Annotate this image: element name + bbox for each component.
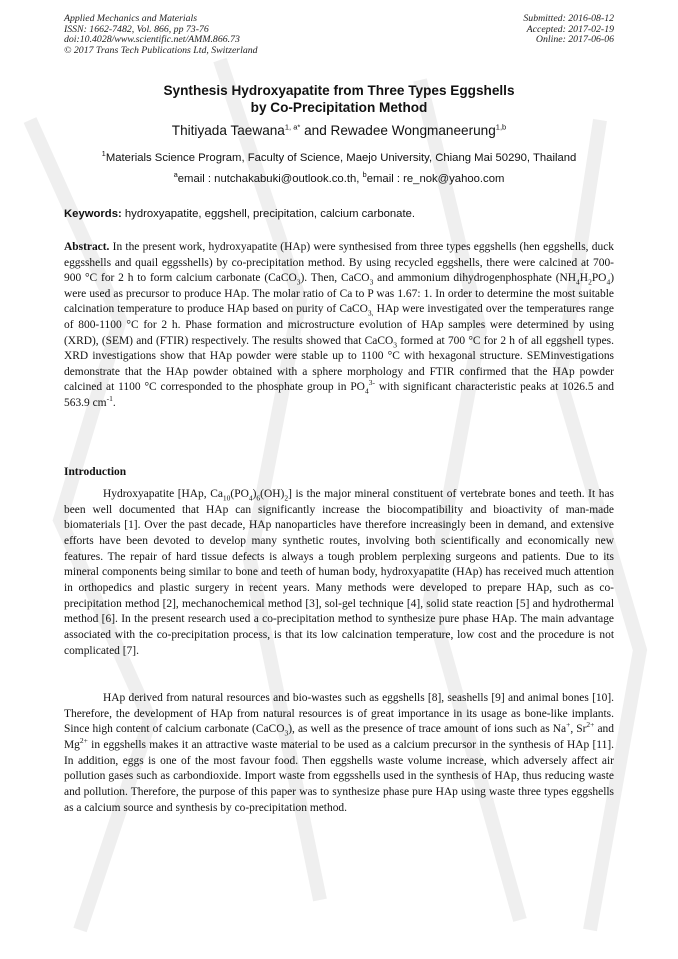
abstract-text: ) were used as precursor to produce HAp. The molar ratio of Ca to P was 1.67: 1. In order to determine the most suitable calcination temperature to produce HAp based on purity of CaCO xyxy=(64,272,614,316)
subscript: 3, xyxy=(367,308,374,318)
issn-line: ISSN: 1662-7482, Vol. 866, pp 73-76 xyxy=(64,23,209,35)
email-a: email : nutchakabuki@outlook.co.th, xyxy=(177,173,363,185)
journal-info xyxy=(64,14,258,56)
keywords-text: hydroxyapatite, eggshell, precipitation, calcium carbonate. xyxy=(121,208,416,220)
online-date: Online: 2017-06-06 xyxy=(535,34,614,46)
author-2: Rewadee Wongmaneerung xyxy=(330,123,496,138)
abstract-label: Abstract. xyxy=(64,241,110,253)
intro-paragraph-2 xyxy=(64,691,614,816)
abstract-text: H xyxy=(579,272,589,285)
paragraph-text: and Mg xyxy=(64,723,614,751)
superscript: -1 xyxy=(106,394,113,404)
subscript: 3 xyxy=(284,728,289,738)
superscript: + xyxy=(566,720,571,730)
affiliation xyxy=(40,151,638,165)
intro-paragraph-1 xyxy=(64,487,614,659)
affil-text: Materials Science Program, Faculty of Science, Maejo University, Chiang Mai 50290, Thailand xyxy=(105,152,577,164)
paragraph-text: ), as well as the presence of trace amount of ions such as Na xyxy=(288,723,567,736)
author-emails xyxy=(64,172,614,186)
copyright-line: © 2017 Trans Tech Publications Ltd, Switzerland xyxy=(64,44,258,56)
subscript: 4 xyxy=(576,277,580,287)
subscript: 4 xyxy=(248,493,253,503)
author-2-affil: 1,b xyxy=(495,122,507,132)
abstract-text: HAp were investigated over the temperatures range of 800-1100 °C for 2 h. Phase formation and microstructure evolution of HAp samples were determined by using (XRD), (SEM) and (FTIR) respectively. The results showed that CaCO xyxy=(64,303,614,347)
paper-title xyxy=(64,82,614,116)
subscript: 3 xyxy=(369,277,374,287)
author-1: Thitiyada Taewana xyxy=(171,123,285,138)
affil-marker: 1 xyxy=(101,149,106,159)
subscript: 3 xyxy=(393,339,397,349)
paragraph-text: HAp derived from natural resources and bio-wastes such as eggshells [8], seashells [9] and animal bones [10]. Therefore, the development of HAp from natural resources is of great importance in its usage as bone-like implants. Since high content of calcium carbonate (CaCO xyxy=(64,692,614,736)
title-line-1: Synthesis Hydroxyapatite from Three Types Eggshells xyxy=(163,83,515,98)
abstract-text: In the present work, hydroxyapatite (HAp) were synthesised from three types eggshells (hen eggshells, duck eggsshells and quail eggsshells) by co-precipitation method. By using recycled eggshells, there were calcined at 700-900 °C for 2 h to form calcium carbonate (CaCO xyxy=(64,241,614,285)
abstract-text: formed at 700 °C for 2 h of all eggshell types. XRD investigations show that HAp powder were stable up to 1100 °C with hexagonal structure. SEMinvestigations demonstrate that the HAp powder obtained with a sphere morphology and FTIR confirmed that the HAp powder calcined at 1100 °C corresponded to the phosphate group in PO xyxy=(64,334,614,394)
keywords-label: Keywords: xyxy=(64,208,122,220)
paragraph-text: ) xyxy=(252,488,257,500)
abstract-text: . xyxy=(112,396,116,409)
paragraph-text: (PO xyxy=(230,488,249,500)
abstract-text: and ammonium dihydrogenphosphate (NH xyxy=(373,272,577,285)
section-heading-introduction: Introduction xyxy=(64,466,127,478)
subscript: 6 xyxy=(256,493,261,503)
submitted-date: Submitted: 2016-08-12 xyxy=(523,13,614,24)
subscript: 3 xyxy=(296,277,301,287)
subscript: 2 xyxy=(284,493,289,503)
subscript: 4 xyxy=(606,277,611,287)
email-b-marker: b xyxy=(362,170,367,180)
author-list xyxy=(64,123,614,139)
accepted-date: Accepted: 2017-02-19 xyxy=(526,23,614,35)
paragraph-text: ] is the major mineral constituent of vertebrate bones and teeth. It has been well documented that HAp can significantly increase the biocompatibility and bioactivity of man-made biomaterials [1]. Over the past decade, HAp nanoparticles have therefore increasingly been in demand, and extensive efforts have been devoted to develop many synthetic routes, involving both scientifically and economically new features. The repair of hard tissue defects is always a tough problem perplexing surgeons and patients. Due to its mineral components being similar to bone and teeth of human body, hydroxyapatite (HAp) has received much attention in orthopedics and plastic surgery in recent years. Many methods were developed to prepare HAp, such as co-precipitation method [2], mechanochemical method [3], sol-gel technique [4], solid state reaction [5] and hydrothermal method [6]. In the present research used a co-precipitation method to synthesize pure phase HAp. The main advantage associated with the co-precipitation process, is that its low calcination temperature, low cost and the procedure is not complicated [7]. xyxy=(64,488,614,657)
dates-info xyxy=(523,14,614,46)
superscript: 3- xyxy=(368,378,375,388)
superscript: 2+ xyxy=(586,720,595,730)
keywords xyxy=(64,207,614,221)
subscript: 2 xyxy=(588,277,592,287)
email-a-marker: a xyxy=(173,170,178,180)
paragraph-text: Hydroxyapatite [HAp, Ca xyxy=(103,488,223,500)
abstract-text: PO xyxy=(591,272,607,285)
paragraph-text: , Sr xyxy=(570,723,587,736)
author-conj: and xyxy=(300,123,331,138)
abstract-text: ). Then, CaCO xyxy=(300,272,370,285)
doi-line: doi:10.4028/www.scientific.net/AMM.866.73 xyxy=(64,34,240,46)
journal-name: Applied Mechanics and Materials xyxy=(64,13,198,24)
subscript: 4 xyxy=(364,386,369,396)
paragraph-text: (OH) xyxy=(260,488,285,500)
superscript: 2+ xyxy=(79,736,88,746)
email-b: email : re_nok@yahoo.com xyxy=(366,173,505,185)
author-1-affil: 1, a* xyxy=(284,122,301,132)
abstract-text: with significant characteristic peaks at 1026.5 and 563.9 cm xyxy=(64,381,615,409)
subscript: 10 xyxy=(222,493,231,503)
title-line-2: by Co-Precipitation Method xyxy=(250,100,428,115)
abstract xyxy=(64,240,614,412)
paragraph-text: in eggshells makes it an attractive waste material to be used as a calcium precursor in the synthesis of HAp [11]. In addition, eggs is one of the most favour food. Then eggshells waste volume increase, which adversely affect air pollution gases such as carbondioxide. Import waste from eggsshells used in the synthesis of HAp, thus reducing waste and pollution. Therefore, the purpose of this paper was to synthesize phase pure HAp using waste three types eggshells as a calcium source and synthesis by co-precipitation method. xyxy=(64,738,614,814)
